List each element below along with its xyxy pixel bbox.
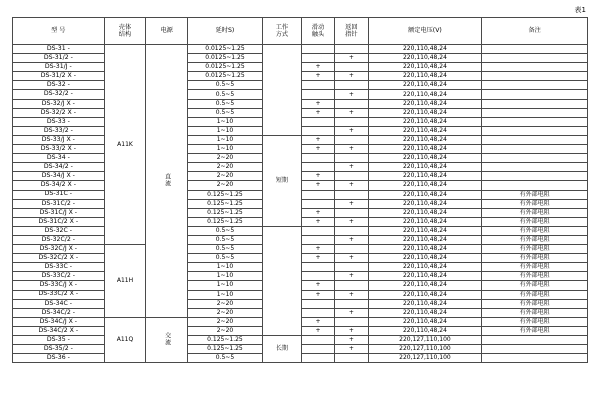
cell-remark: 有外部电阻 xyxy=(482,317,588,326)
cell-remark: 有外部电阻 xyxy=(482,190,588,199)
cell-rated-voltage: 220,110,48,24 xyxy=(368,208,482,217)
cell-remark: 有外部电阻 xyxy=(482,217,588,226)
cell-rated-voltage: 220,110,48,24 xyxy=(368,108,482,117)
cell-return-pointer xyxy=(335,117,368,126)
cell-delay-range: 1~10 xyxy=(187,290,262,299)
cell-rated-voltage: 220,110,48,24 xyxy=(368,235,482,244)
cell-rated-voltage: 220,110,48,24 xyxy=(368,254,482,263)
cell-remark xyxy=(482,63,588,72)
cell-rated-voltage: 220,110,48,24 xyxy=(368,190,482,199)
col-header-model: 型 号 xyxy=(13,18,105,45)
cell-model: DS-31/J - xyxy=(13,63,105,72)
cell-model: DS-32/2 X - xyxy=(13,108,105,117)
cell-return-pointer: + xyxy=(335,54,368,63)
cell-sliding-contact xyxy=(301,345,334,354)
cell-work-mode: 长期 xyxy=(262,336,301,363)
cell-return-pointer xyxy=(335,81,368,90)
cell-delay-range: 2~20 xyxy=(187,154,262,163)
cell-return-pointer: + xyxy=(335,272,368,281)
cell-model: DS-34 - xyxy=(13,154,105,163)
col-header-return-pointer: 返回 指针 xyxy=(335,18,368,45)
cell-remark: 有外部电阻 xyxy=(482,254,588,263)
col-header-sliding-contact: 滑动 触头 xyxy=(301,18,334,45)
cell-model: DS-33C/2 - xyxy=(13,272,105,281)
cell-model: DS-32C - xyxy=(13,226,105,235)
cell-return-pointer xyxy=(335,154,368,163)
cell-delay-range: 1~10 xyxy=(187,272,262,281)
cell-rated-voltage: 220,110,48,24 xyxy=(368,54,482,63)
cell-remark xyxy=(482,99,588,108)
cell-model: DS-31C - xyxy=(13,190,105,199)
cell-remark xyxy=(482,108,588,117)
cell-model: DS-31C/J X - xyxy=(13,208,105,217)
cell-delay-range: 0.5~5 xyxy=(187,354,262,363)
cell-remark xyxy=(482,163,588,172)
cell-sliding-contact xyxy=(301,263,334,272)
cell-return-pointer: + xyxy=(335,308,368,317)
cell-model: DS-34C - xyxy=(13,299,105,308)
table-row xyxy=(13,135,588,144)
cell-model: DS-31C/2 X - xyxy=(13,217,105,226)
cell-remark: 有外部电阻 xyxy=(482,208,588,217)
cell-delay-range: 2~20 xyxy=(187,172,262,181)
cell-remark xyxy=(482,81,588,90)
cell-delay-range: 0.0125~1.25 xyxy=(187,54,262,63)
cell-model: DS-31/2 - xyxy=(13,54,105,63)
cell-return-pointer: + xyxy=(335,163,368,172)
cell-delay-range: 2~20 xyxy=(187,181,262,190)
cell-remark xyxy=(482,345,588,354)
cell-return-pointer xyxy=(335,354,368,363)
cell-return-pointer: + xyxy=(335,72,368,81)
col-header-remark: 备注 xyxy=(482,18,588,45)
cell-return-pointer xyxy=(335,263,368,272)
cell-return-pointer xyxy=(335,190,368,199)
cell-remark: 有外部电阻 xyxy=(482,299,588,308)
cell-sliding-contact: + xyxy=(301,317,334,326)
cell-return-pointer xyxy=(335,135,368,144)
table-header-row xyxy=(13,18,588,45)
cell-model: DS-33C/J X - xyxy=(13,281,105,290)
cell-rated-voltage: 220,110,48,24 xyxy=(368,99,482,108)
cell-model: DS-35/2 - xyxy=(13,345,105,354)
cell-rated-voltage: 220,110,48,24 xyxy=(368,226,482,235)
cell-model: DS-34C/2 X - xyxy=(13,326,105,335)
cell-remark xyxy=(482,181,588,190)
cell-rated-voltage: 220,110,48,24 xyxy=(368,317,482,326)
cell-rated-voltage: 220,110,48,24 xyxy=(368,72,482,81)
cell-model: DS-32C/2 X - xyxy=(13,254,105,263)
cell-return-pointer xyxy=(335,172,368,181)
cell-return-pointer xyxy=(335,299,368,308)
cell-rated-voltage: 220,110,48,24 xyxy=(368,117,482,126)
cell-rated-voltage: 220,110,48,24 xyxy=(368,308,482,317)
cell-rated-voltage: 220,110,48,24 xyxy=(368,63,482,72)
cell-sliding-contact: + xyxy=(301,172,334,181)
cell-return-pointer xyxy=(335,317,368,326)
cell-remark: 有外部电阻 xyxy=(482,272,588,281)
cell-remark xyxy=(482,154,588,163)
cell-return-pointer: + xyxy=(335,145,368,154)
cell-return-pointer: + xyxy=(335,336,368,345)
cell-remark: 有外部电阻 xyxy=(482,326,588,335)
cell-delay-range: 0.125~1.25 xyxy=(187,217,262,226)
cell-sliding-contact: + xyxy=(301,72,334,81)
cell-model: DS-34/J X - xyxy=(13,172,105,181)
cell-return-pointer: + xyxy=(335,235,368,244)
cell-delay-range: 0.5~5 xyxy=(187,245,262,254)
cell-rated-voltage: 220,127,110,100 xyxy=(368,336,482,345)
cell-delay-range: 0.5~5 xyxy=(187,90,262,99)
cell-model: DS-32C/2 - xyxy=(13,235,105,244)
cell-delay-range: 0.0125~1.25 xyxy=(187,72,262,81)
col-header-structure: 壳体 结构 xyxy=(104,18,146,45)
cell-sliding-contact xyxy=(301,190,334,199)
cell-remark: 有外部电阻 xyxy=(482,308,588,317)
cell-sliding-contact xyxy=(301,90,334,99)
cell-sliding-contact: + xyxy=(301,145,334,154)
cell-sliding-contact xyxy=(301,272,334,281)
cell-sliding-contact xyxy=(301,354,334,363)
cell-sliding-contact xyxy=(301,336,334,345)
cell-rated-voltage: 220,110,48,24 xyxy=(368,181,482,190)
cell-remark xyxy=(482,135,588,144)
cell-return-pointer xyxy=(335,226,368,235)
cell-rated-voltage: 220,127,110,100 xyxy=(368,345,482,354)
cell-model: DS-34/2 X - xyxy=(13,181,105,190)
cell-return-pointer: + xyxy=(335,326,368,335)
cell-return-pointer: + xyxy=(335,217,368,226)
cell-remark xyxy=(482,117,588,126)
cell-return-pointer: + xyxy=(335,290,368,299)
cell-return-pointer xyxy=(335,245,368,254)
table-body xyxy=(13,45,588,363)
cell-return-pointer: + xyxy=(335,199,368,208)
cell-model: DS-33 - xyxy=(13,117,105,126)
cell-rated-voltage: 220,110,48,24 xyxy=(368,326,482,335)
cell-model: DS-33/2 X - xyxy=(13,145,105,154)
cell-power: 交流 xyxy=(146,317,188,362)
cell-sliding-contact: + xyxy=(301,245,334,254)
cell-remark xyxy=(482,126,588,135)
cell-return-pointer: + xyxy=(335,254,368,263)
cell-sliding-contact xyxy=(301,226,334,235)
cell-model: DS-33/2 - xyxy=(13,126,105,135)
cell-model: DS-35 - xyxy=(13,336,105,345)
cell-sliding-contact xyxy=(301,45,334,54)
cell-delay-range: 2~20 xyxy=(187,308,262,317)
cell-rated-voltage: 220,110,48,24 xyxy=(368,154,482,163)
table-caption: 表1 xyxy=(574,6,586,14)
cell-rated-voltage: 220,110,48,24 xyxy=(368,90,482,99)
cell-delay-range: 0.5~5 xyxy=(187,226,262,235)
cell-remark xyxy=(482,172,588,181)
cell-return-pointer: + xyxy=(335,90,368,99)
cell-delay-range: 0.0125~1.25 xyxy=(187,45,262,54)
cell-delay-range: 0.5~5 xyxy=(187,99,262,108)
cell-rated-voltage: 220,110,48,24 xyxy=(368,163,482,172)
cell-model: DS-33/J X - xyxy=(13,135,105,144)
cell-remark xyxy=(482,90,588,99)
cell-return-pointer xyxy=(335,45,368,54)
cell-rated-voltage: 220,127,110,100 xyxy=(368,354,482,363)
cell-delay-range: 2~20 xyxy=(187,299,262,308)
cell-sliding-contact: + xyxy=(301,99,334,108)
cell-model: DS-34C/2 - xyxy=(13,308,105,317)
cell-return-pointer xyxy=(335,99,368,108)
table-row xyxy=(13,336,588,345)
cell-sliding-contact: + xyxy=(301,208,334,217)
cell-sliding-contact: + xyxy=(301,254,334,263)
cell-structure: A11K xyxy=(104,45,146,245)
cell-remark: 有外部电阻 xyxy=(482,290,588,299)
cell-rated-voltage: 220,110,48,24 xyxy=(368,45,482,54)
cell-model: DS-31C/2 - xyxy=(13,199,105,208)
cell-rated-voltage: 220,110,48,24 xyxy=(368,135,482,144)
cell-delay-range: 0.5~5 xyxy=(187,81,262,90)
cell-delay-range: 1~10 xyxy=(187,263,262,272)
cell-delay-range: 0.125~1.25 xyxy=(187,336,262,345)
cell-delay-range: 2~20 xyxy=(187,317,262,326)
cell-return-pointer xyxy=(335,63,368,72)
cell-sliding-contact xyxy=(301,235,334,244)
cell-remark: 有外部电阻 xyxy=(482,226,588,235)
cell-return-pointer xyxy=(335,281,368,290)
cell-structure: A11H xyxy=(104,245,146,318)
cell-rated-voltage: 220,110,48,24 xyxy=(368,145,482,154)
cell-model: DS-34C/J X - xyxy=(13,317,105,326)
cell-remark xyxy=(482,45,588,54)
cell-delay-range: 0.125~1.25 xyxy=(187,345,262,354)
cell-sliding-contact xyxy=(301,117,334,126)
cell-remark: 有外部电阻 xyxy=(482,235,588,244)
cell-remark xyxy=(482,336,588,345)
cell-delay-range: 0.5~5 xyxy=(187,254,262,263)
cell-rated-voltage: 220,110,48,24 xyxy=(368,263,482,272)
cell-delay-range: 1~10 xyxy=(187,126,262,135)
cell-sliding-contact: + xyxy=(301,217,334,226)
cell-model: DS-33C - xyxy=(13,263,105,272)
col-header-work-mode: 工作 方式 xyxy=(262,18,301,45)
cell-return-pointer xyxy=(335,208,368,217)
cell-model: DS-31 - xyxy=(13,45,105,54)
cell-return-pointer: + xyxy=(335,126,368,135)
cell-remark xyxy=(482,54,588,63)
cell-sliding-contact: + xyxy=(301,290,334,299)
cell-model: DS-33C/2 X - xyxy=(13,290,105,299)
cell-delay-range: 0.0125~1.25 xyxy=(187,63,262,72)
cell-rated-voltage: 220,110,48,24 xyxy=(368,290,482,299)
cell-sliding-contact: + xyxy=(301,108,334,117)
cell-rated-voltage: 220,110,48,24 xyxy=(368,172,482,181)
cell-sliding-contact xyxy=(301,163,334,172)
cell-delay-range: 1~10 xyxy=(187,117,262,126)
cell-model: DS-32 - xyxy=(13,81,105,90)
cell-model: DS-32C/J X - xyxy=(13,245,105,254)
cell-delay-range: 0.5~5 xyxy=(187,235,262,244)
cell-remark: 有外部电阻 xyxy=(482,245,588,254)
cell-remark: 有外部电阻 xyxy=(482,199,588,208)
table-row xyxy=(13,45,588,54)
cell-rated-voltage: 220,110,48,24 xyxy=(368,199,482,208)
cell-sliding-contact: + xyxy=(301,135,334,144)
cell-work-mode xyxy=(262,45,301,136)
cell-work-mode xyxy=(262,226,301,335)
cell-rated-voltage: 220,110,48,24 xyxy=(368,272,482,281)
cell-rated-voltage: 220,110,48,24 xyxy=(368,299,482,308)
cell-delay-range: 0.125~1.25 xyxy=(187,208,262,217)
cell-delay-range: 1~10 xyxy=(187,135,262,144)
cell-structure: A11Q xyxy=(104,317,146,362)
cell-delay-range: 1~10 xyxy=(187,281,262,290)
cell-remark xyxy=(482,72,588,81)
cell-delay-range: 0.125~1.25 xyxy=(187,199,262,208)
cell-sliding-contact xyxy=(301,126,334,135)
cell-remark xyxy=(482,145,588,154)
cell-delay-range: 2~20 xyxy=(187,163,262,172)
table-head xyxy=(13,18,588,45)
cell-sliding-contact xyxy=(301,199,334,208)
cell-model: DS-34/2 - xyxy=(13,163,105,172)
cell-sliding-contact xyxy=(301,54,334,63)
cell-delay-range: 1~10 xyxy=(187,145,262,154)
cell-return-pointer: + xyxy=(335,108,368,117)
cell-model: DS-32/2 - xyxy=(13,90,105,99)
cell-sliding-contact: + xyxy=(301,281,334,290)
cell-rated-voltage: 220,110,48,24 xyxy=(368,217,482,226)
col-header-power: 电源 xyxy=(146,18,188,45)
cell-model: DS-36 - xyxy=(13,354,105,363)
cell-rated-voltage: 220,110,48,24 xyxy=(368,126,482,135)
cell-sliding-contact: + xyxy=(301,63,334,72)
cell-power: 直流 xyxy=(146,45,188,318)
cell-sliding-contact xyxy=(301,154,334,163)
cell-rated-voltage: 220,110,48,24 xyxy=(368,81,482,90)
cell-sliding-contact xyxy=(301,299,334,308)
cell-sliding-contact: + xyxy=(301,181,334,190)
cell-return-pointer: + xyxy=(335,345,368,354)
cell-delay-range: 0.125~1.25 xyxy=(187,190,262,199)
cell-rated-voltage: 220,110,48,24 xyxy=(368,245,482,254)
table-row xyxy=(13,226,588,235)
cell-model: DS-31/2 X - xyxy=(13,72,105,81)
specification-table xyxy=(12,17,588,363)
cell-remark: 有外部电阻 xyxy=(482,263,588,272)
col-header-rated-voltage: 额定电压(V) xyxy=(368,18,482,45)
cell-remark: 有外部电阻 xyxy=(482,281,588,290)
cell-work-mode: 短期 xyxy=(262,135,301,226)
cell-rated-voltage: 220,110,48,24 xyxy=(368,281,482,290)
cell-sliding-contact xyxy=(301,308,334,317)
cell-delay-range: 0.5~5 xyxy=(187,108,262,117)
cell-model: DS-32/J X - xyxy=(13,99,105,108)
cell-sliding-contact xyxy=(301,81,334,90)
cell-return-pointer: + xyxy=(335,181,368,190)
cell-delay-range: 2~20 xyxy=(187,326,262,335)
col-header-delay: 延时S) xyxy=(187,18,262,45)
cell-remark xyxy=(482,354,588,363)
cell-sliding-contact: + xyxy=(301,326,334,335)
